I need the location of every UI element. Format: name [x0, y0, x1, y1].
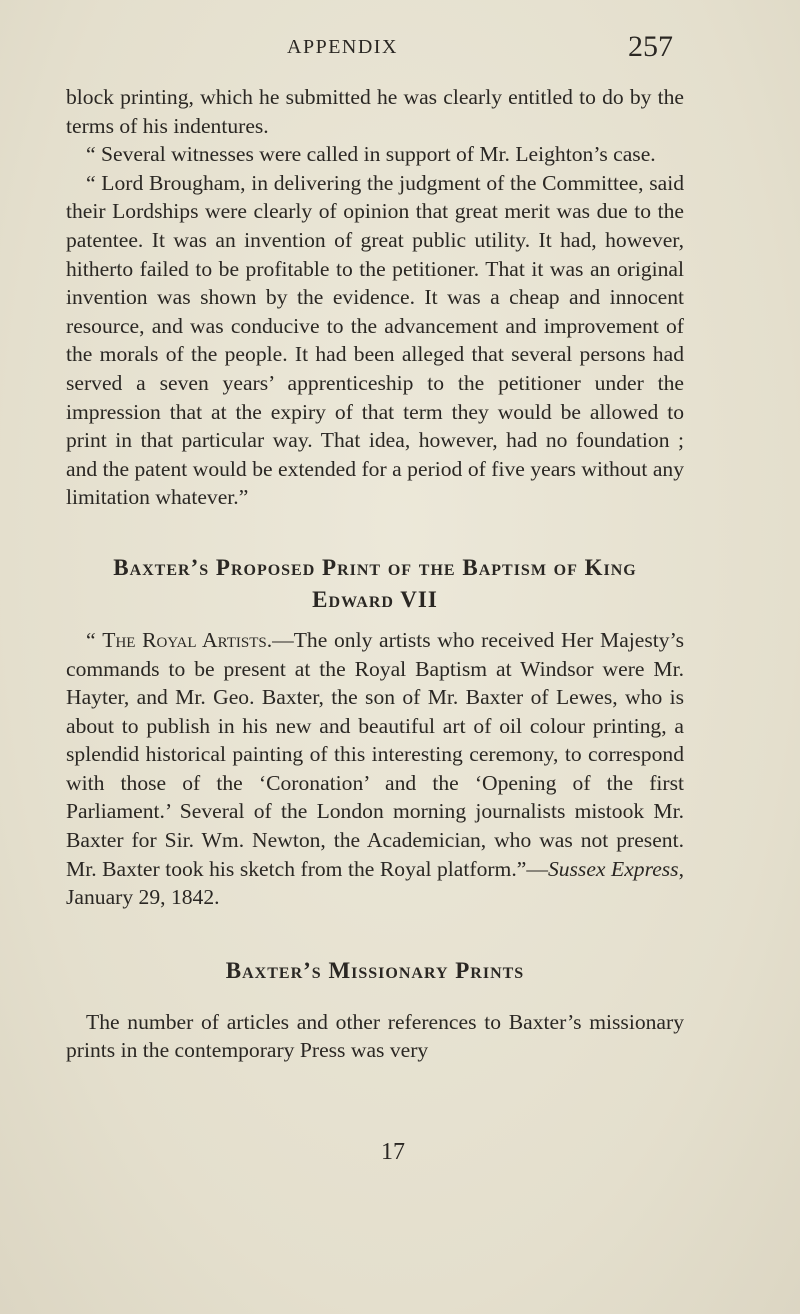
- royal-artists-body: .—The only artists who received Her Majesty’s commands to be present at the Royal Baptism at Windsor were Mr. Hayter, and Mr. Geo. Baxter, the son of Mr. Baxter of Lewes, who is about to publish in his new and beautiful art of oil colour printing, a splendid historical painting of this interesting ceremony, to correspond with those of the ‘Coronation’ and the ‘Opening of the first Parliament.’ Several of the London morning journalists mistook Mr. Baxter for Sir. Wm. Newton, the Academician, who was not present. Mr. Baxter took his sketch from the Royal platform.”—: [66, 627, 684, 881]
- page-number: 257: [628, 30, 673, 63]
- quote-open: “: [86, 627, 103, 652]
- section-heading-missionary: Baxter’s Missionary Prints: [225, 957, 525, 983]
- source-citation: Sussex Express: [547, 856, 679, 881]
- royal-artists-lead: The Royal Artists: [102, 627, 267, 652]
- paragraph-continued: block printing, which he submitted he was clearly entitled to do by the terms of his indentures.: [66, 85, 684, 138]
- running-head: [0, 30, 800, 64]
- section-heading-baptism-line1: Baxter’s Proposed Print of the Baptism of King: [113, 554, 637, 580]
- signature-mark: 17: [381, 1139, 405, 1165]
- running-title: APPENDIX: [287, 36, 398, 58]
- paragraph-judgment: “ Lord Brougham, in delivering the judgment of the Committee, said their Lordships were clearly of opinion that great merit was due to the patentee. It was an invention of great public utility. It had, however, hitherto failed to be profitable to the petitioner. That it was an original invention was shown by the evidence. It was a cheap and innocent resource, and was conducive to the advancement and improvement of the morals of the people. It had been alleged that several persons had served a seven years’ apprenticeship to the petitioner under the impression that at the expiry of that term they would be allowed to print in that particular way. That idea, however, had no foundation ; and the patent would be extended for a period of five years without any limitation whatever.”: [66, 170, 684, 510]
- page-body: [66, 83, 684, 1065]
- paragraph-missionary: The number of articles and other references to Baxter’s missionary prints in the contemporary Press was very: [66, 1009, 684, 1063]
- source-date: , January 29, 1842.: [66, 856, 684, 910]
- paragraph-witnesses: “ Several witnesses were called in support of Mr. Leighton’s case.: [86, 142, 656, 167]
- paragraph-royal-artists: [66, 626, 684, 912]
- section-heading-baptism-line2: Edward VII: [312, 586, 438, 612]
- section-heading-baptism: [66, 552, 684, 616]
